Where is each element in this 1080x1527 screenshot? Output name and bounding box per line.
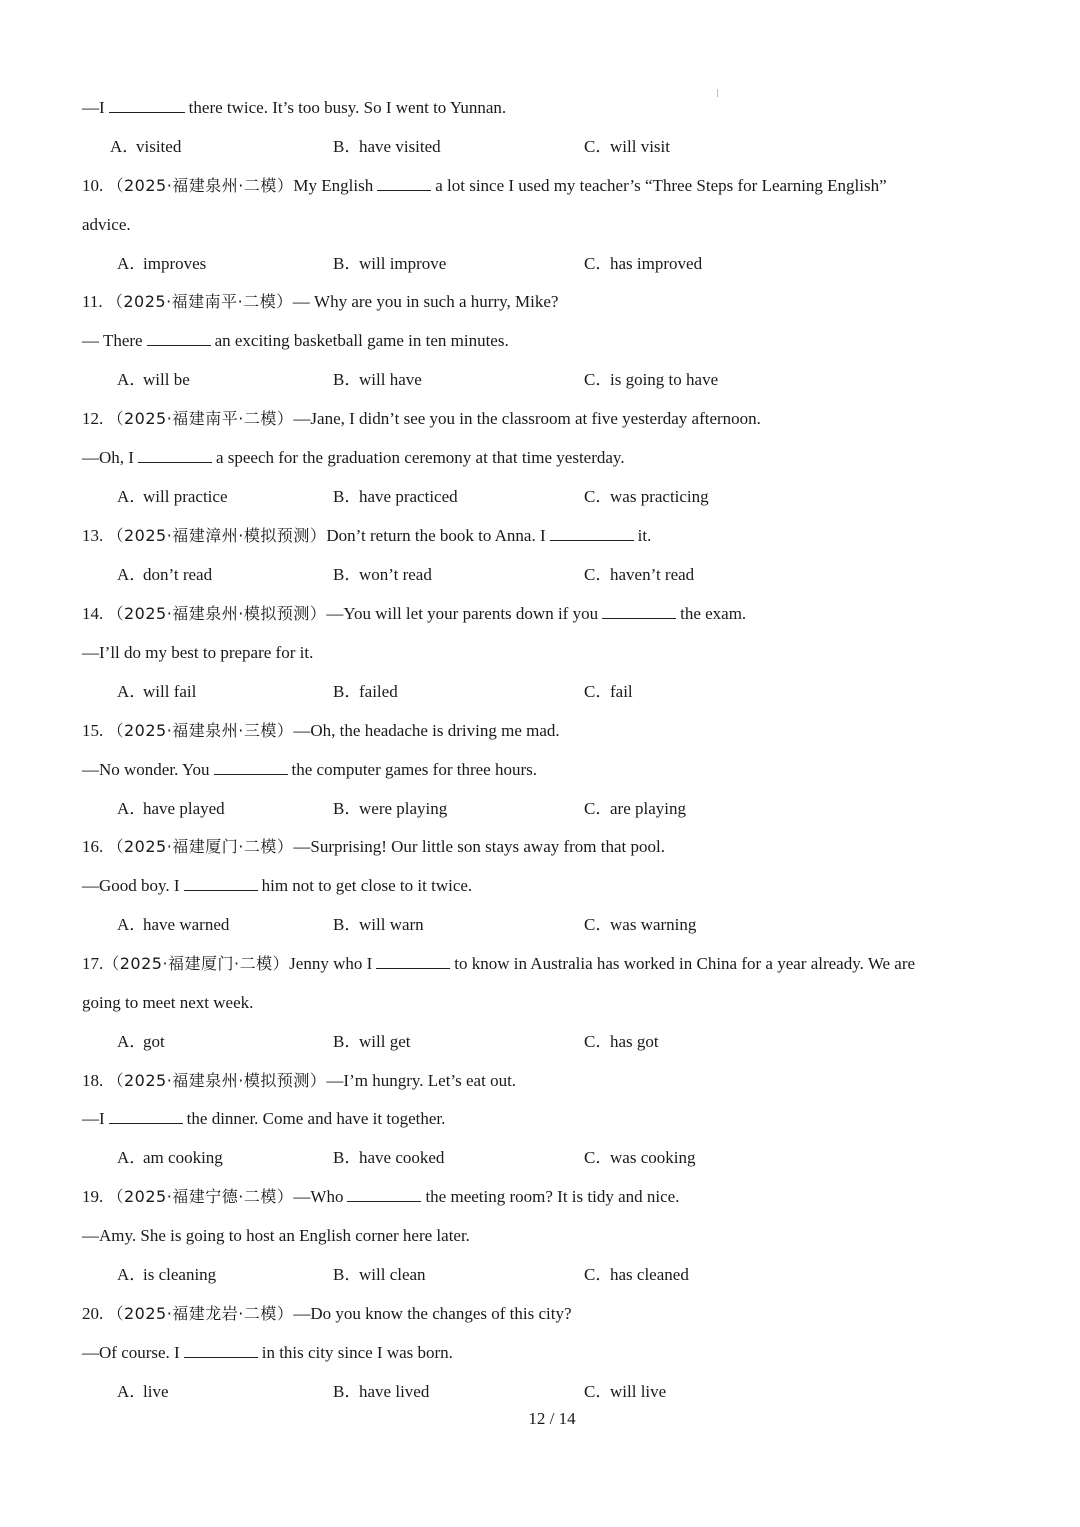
q18-line1: 18. （2025·福建泉州·模拟预测）—I’m hungry. Let’s eat out. <box>82 1071 517 1090</box>
answer-blank <box>347 1187 421 1202</box>
option-b: B．have lived <box>333 1382 430 1401</box>
option-c: C．will visit <box>584 137 670 156</box>
q11-options <box>0 369 1080 391</box>
question-number: 14. <box>82 604 104 623</box>
q16-line1: 16. （2025·福建厦门·二模）—Surprising! Our little son stays away from that pool. <box>82 837 665 856</box>
page-number: 12 / 14 <box>528 1409 576 1428</box>
option-b: B．will warn <box>333 915 424 934</box>
option-b: B．failed <box>333 682 398 701</box>
q10-line1: 10. （2025·福建泉州·二模）My English a lot since I used my teacher’s “Three Steps for Learning English” <box>82 176 887 195</box>
q10-options <box>0 253 1080 275</box>
answer-blank <box>602 604 676 619</box>
q12-line2: —Oh, I a speech for the graduation ceremony at that time yesterday. <box>82 448 625 467</box>
option-c: C．was warning <box>584 915 697 934</box>
q19-line2: —Amy. She is going to host an English corner here later. <box>82 1226 470 1245</box>
option-c: C．has improved <box>584 254 703 273</box>
q13-options <box>0 564 1080 586</box>
option-a: A．will be <box>117 370 190 389</box>
question-number: 19. <box>82 1187 104 1206</box>
option-b: B．have visited <box>333 137 441 156</box>
option-c: C．is going to have <box>584 370 719 389</box>
option-c: C．fail <box>584 682 633 701</box>
question-number: 20. <box>82 1304 104 1323</box>
question-source: （2025·福建泉州·模拟预测） <box>107 604 327 623</box>
option-a: A．have played <box>117 799 225 818</box>
question-source: （2025·福建泉州·模拟预测） <box>107 1071 327 1090</box>
option-a: A．improves <box>117 254 207 273</box>
answer-blank <box>109 98 185 113</box>
question-source: （2025·福建南平·二模） <box>107 409 294 428</box>
q18-line2: —I the dinner. Come and have it together. <box>82 1109 446 1128</box>
q20-line2: —Of course. I in this city since I was born. <box>82 1343 453 1362</box>
q14-line2: —I’ll do my best to prepare for it. <box>82 643 314 662</box>
option-c: C．has cleaned <box>584 1265 689 1284</box>
q9-text-before: —I <box>82 98 105 117</box>
q19-options <box>0 1264 1080 1286</box>
answer-blank <box>109 1109 183 1124</box>
q19-line1: 19. （2025·福建宁德·二模）—Who the meeting room? It is tidy and nice. <box>82 1187 680 1206</box>
q17-options <box>0 1031 1080 1053</box>
q9-text-after: there twice. It’s too busy. So I went to Yunnan. <box>188 98 507 117</box>
option-b: B．have cooked <box>333 1148 445 1167</box>
option-a: A．live <box>117 1382 169 1401</box>
answer-blank <box>138 448 212 463</box>
q13-line1: 13. （2025·福建漳州·模拟预测）Don’t return the book to Anna. I it. <box>82 526 652 545</box>
q17-line2: going to meet next week. <box>82 993 254 1012</box>
question-source: （2025·福建泉州·二模） <box>107 176 294 195</box>
answer-blank <box>214 760 288 775</box>
option-c: C．has got <box>584 1032 659 1051</box>
question-number: 18. <box>82 1071 104 1090</box>
q11-line2: — There an exciting basketball game in ten minutes. <box>82 331 509 350</box>
q12-line1: 12. （2025·福建南平·二模）—Jane, I didn’t see you in the classroom at five yesterday afternoon. <box>82 409 761 428</box>
option-b: B．won’t read <box>333 565 432 584</box>
question-number: 12. <box>82 409 104 428</box>
answer-blank <box>550 526 634 541</box>
question-number: 15. <box>82 721 104 740</box>
q20-line1: 20. （2025·福建龙岩·二模）—Do you know the changes of this city? <box>82 1304 572 1323</box>
answer-blank <box>184 876 258 891</box>
option-b: B．have practiced <box>333 487 458 506</box>
q12-options <box>0 486 1080 508</box>
option-a: A．have warned <box>117 915 230 934</box>
question-source: （2025·福建漳州·模拟预测） <box>107 526 327 545</box>
q17-line1: 17.（2025·福建厦门·二模）Jenny who I to know in Australia has worked in China for a year already. We are <box>82 954 916 973</box>
scan-mark <box>717 89 718 97</box>
question-number: 17. <box>82 954 104 973</box>
question-number: 10. <box>82 176 104 195</box>
q18-options <box>0 1147 1080 1169</box>
q9-line2 <box>82 97 506 119</box>
answer-blank <box>147 331 211 346</box>
option-b: B．were playing <box>333 799 448 818</box>
option-a: A．is cleaning <box>117 1265 217 1284</box>
option-a: A．will fail <box>117 682 197 701</box>
question-number: 13. <box>82 526 104 545</box>
question-source: （2025·福建泉州·三模） <box>107 721 294 740</box>
option-a: A．don’t read <box>117 565 213 584</box>
q10-line2: advice. <box>82 215 131 234</box>
option-b: B．will have <box>333 370 422 389</box>
option-b: B．will improve <box>333 254 447 273</box>
option-b: B．will clean <box>333 1265 426 1284</box>
q15-options <box>0 798 1080 820</box>
q16-options <box>0 914 1080 936</box>
option-b: B．will get <box>333 1032 411 1051</box>
option-c: C．are playing <box>584 799 686 818</box>
q14-line1: 14. （2025·福建泉州·模拟预测）—You will let your parents down if you the exam. <box>82 604 747 623</box>
q15-line1: 15. （2025·福建泉州·三模）—Oh, the headache is driving me mad. <box>82 721 560 740</box>
answer-blank <box>184 1343 258 1358</box>
question-source: （2025·福建南平·二模） <box>106 292 293 311</box>
question-source: （2025·福建龙岩·二模） <box>107 1304 294 1323</box>
question-source: （2025·福建宁德·二模） <box>107 1187 294 1206</box>
option-c: C．was cooking <box>584 1148 696 1167</box>
question-number: 16. <box>82 837 104 856</box>
q9-options <box>0 136 1080 158</box>
question-number: 11. <box>82 292 103 311</box>
option-c: C．haven’t read <box>584 565 695 584</box>
option-a: A．will practice <box>117 487 228 506</box>
option-c: C．will live <box>584 1382 667 1401</box>
question-source: （2025·福建厦门·二模） <box>103 954 290 973</box>
answer-blank <box>376 954 450 969</box>
q16-line2: —Good boy. I him not to get close to it twice. <box>82 876 473 895</box>
q11-line1: 11. （2025·福建南平·二模）— Why are you in such a hurry, Mike? <box>82 292 559 311</box>
question-source: （2025·福建厦门·二模） <box>107 837 294 856</box>
answer-blank <box>377 176 431 191</box>
q20-options <box>0 1381 1080 1403</box>
option-c: C．was practicing <box>584 487 709 506</box>
q14-options <box>0 681 1080 703</box>
option-a: A．am cooking <box>117 1148 223 1167</box>
q15-line2: —No wonder. You the computer games for three hours. <box>82 760 538 779</box>
option-a: A．visited <box>110 137 182 156</box>
option-a: A．got <box>117 1032 165 1051</box>
